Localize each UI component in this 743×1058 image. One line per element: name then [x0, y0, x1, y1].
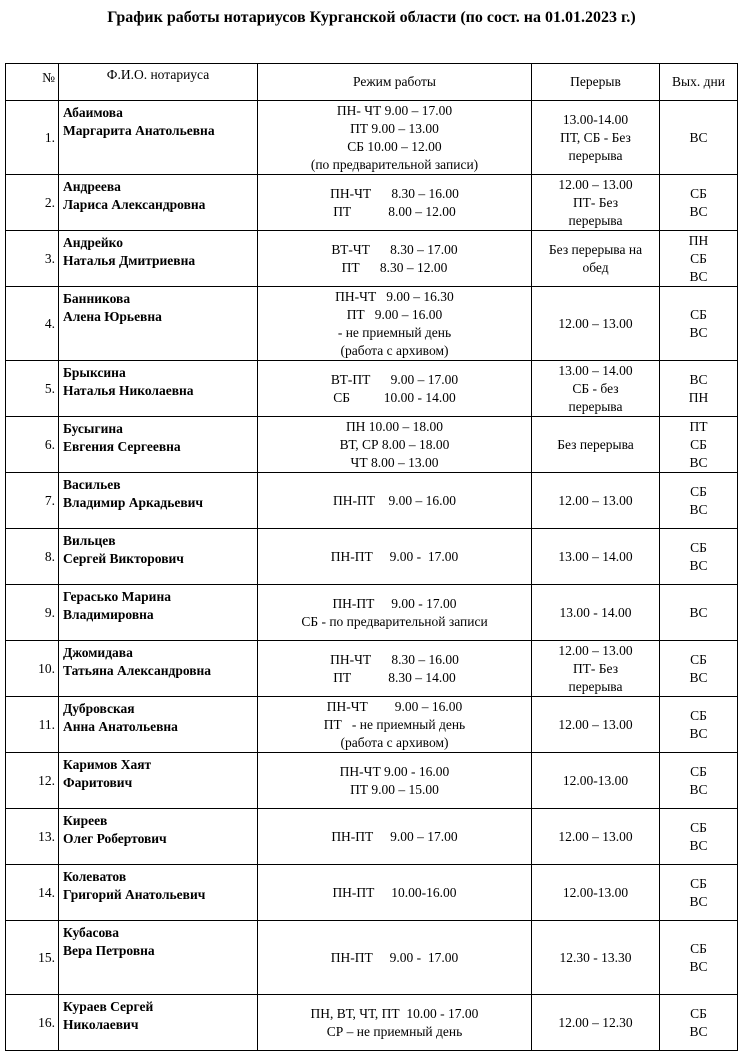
cell-days-off-line: ВС	[689, 669, 708, 685]
header-num: №	[6, 64, 59, 101]
cell-mode-line: ПН, ВТ, ЧТ, ПТ 10.00 - 17.00	[310, 1005, 479, 1021]
cell-name-line: Григорий Анатольевич	[63, 887, 206, 902]
cell-days-off-line: ВС	[689, 958, 708, 974]
cell-mode-line: ПН-ЧТ 9.00 – 16.30	[335, 288, 454, 304]
cell-mode-line: ПТ 9.00 – 13.00	[350, 120, 439, 136]
cell-name	[59, 361, 258, 417]
cell-break-line: 13.00 – 14.00	[558, 362, 633, 378]
cell-days-off	[660, 641, 738, 697]
cell-days-off-line: ВС	[689, 837, 708, 853]
cell-name	[59, 231, 258, 287]
cell-days-off-line: ВС	[689, 604, 708, 620]
cell-break-line: Без перерыва на	[548, 241, 643, 257]
cell-break	[532, 753, 660, 809]
cell-num: 7.	[6, 473, 59, 529]
header-break: Перерыв	[532, 64, 660, 101]
cell-name-line: Брыксина	[63, 365, 126, 380]
cell-mode-line: ПН-ПТ 9.00 - 17.00	[330, 949, 459, 965]
cell-name	[59, 809, 258, 865]
cell-name-line: Наталья Дмитриевна	[63, 253, 196, 268]
cell-name-line: Киреев	[63, 813, 108, 828]
cell-mode	[258, 921, 532, 995]
cell-days-off-line: СБ	[690, 940, 707, 956]
cell-mode	[258, 287, 532, 361]
cell-days-off-line: ВС	[689, 781, 708, 797]
cell-days-off	[660, 231, 738, 287]
cell-name	[59, 995, 258, 1051]
cell-days-off	[660, 361, 738, 417]
cell-num: 1.	[6, 101, 59, 175]
table-row	[6, 231, 738, 287]
cell-mode	[258, 809, 532, 865]
table-row	[6, 809, 738, 865]
cell-break-line: Без перерыва	[557, 436, 634, 452]
cell-mode	[258, 101, 532, 175]
cell-days-off	[660, 585, 738, 641]
cell-mode	[258, 995, 532, 1051]
cell-name-line: Татьяна Александровна	[63, 663, 212, 678]
cell-break-line: 12.00 – 13.00	[558, 642, 633, 658]
cell-mode-line: (по предварительной записи)	[310, 156, 479, 172]
cell-days-off-line: ВС	[689, 129, 708, 145]
cell-mode-line: СБ 10.00 – 12.00	[347, 138, 442, 154]
cell-break	[532, 809, 660, 865]
cell-name	[59, 641, 258, 697]
cell-mode	[258, 529, 532, 585]
table-row	[6, 865, 738, 921]
cell-name-line: Вильцев	[63, 533, 116, 548]
table-row	[6, 175, 738, 231]
cell-break	[532, 697, 660, 753]
cell-name-line: Бусыгина	[63, 421, 123, 436]
cell-num: 8.	[6, 529, 59, 585]
cell-days-off	[660, 753, 738, 809]
cell-days-off	[660, 921, 738, 995]
cell-mode-line: ПН- ЧТ 9.00 – 17.00	[336, 102, 453, 118]
cell-name	[59, 697, 258, 753]
cell-days-off-line: СБ	[690, 483, 707, 499]
cell-break-line: СБ - без	[572, 380, 619, 396]
cell-num: 13.	[6, 809, 59, 865]
cell-break	[532, 921, 660, 995]
cell-break-line: 12.00-13.00	[562, 884, 629, 900]
cell-break-line: ПТ- Без	[572, 194, 619, 210]
cell-days-off-line: ПН	[688, 389, 709, 405]
cell-days-off-line: СБ	[690, 819, 707, 835]
cell-days-off-line: ВС	[689, 557, 708, 573]
cell-break-line: 12.00 – 13.00	[558, 315, 633, 331]
cell-break-line: ПТ, СБ - Без	[560, 129, 631, 145]
cell-mode-line: ПТ 9.00 – 16.00	[346, 306, 443, 322]
cell-break	[532, 231, 660, 287]
cell-name-line: Фаритович	[63, 775, 133, 790]
cell-days-off-line: СБ	[690, 436, 707, 452]
cell-num: 3.	[6, 231, 59, 287]
cell-days-off-line: ВС	[689, 725, 708, 741]
cell-break-line: 13.00 - 14.00	[559, 604, 632, 620]
table-row	[6, 101, 738, 175]
cell-mode	[258, 175, 532, 231]
cell-days-off-line: ВС	[689, 371, 708, 387]
cell-mode-line: СБ - по предварительной записи	[301, 613, 488, 629]
cell-name-line: Наталья Николаевна	[63, 383, 194, 398]
table-row	[6, 697, 738, 753]
cell-mode-line: (работа с архивом)	[340, 342, 449, 358]
cell-days-off	[660, 529, 738, 585]
cell-mode-line: ВТ-ЧТ 8.30 – 17.00	[331, 241, 458, 257]
cell-days-off-line: СБ	[690, 651, 707, 667]
cell-break-line: 13.00-14.00	[562, 111, 629, 127]
cell-mode-line: ПН-ПТ 10.00-16.00	[332, 884, 457, 900]
cell-break-line: 13.00 – 14.00	[558, 548, 633, 564]
cell-days-off-line: ВС	[689, 203, 708, 219]
header-days-off: Вых. дни	[660, 64, 738, 101]
cell-mode-line: ПН-ЧТ 9.00 – 16.00	[326, 698, 463, 714]
cell-days-off-line: СБ	[690, 707, 707, 723]
cell-mode	[258, 641, 532, 697]
table-header-row	[6, 64, 738, 101]
cell-break	[532, 585, 660, 641]
cell-break	[532, 101, 660, 175]
cell-num: 14.	[6, 865, 59, 921]
cell-num: 4.	[6, 287, 59, 361]
cell-mode-line: ПТ 8.30 – 12.00	[341, 259, 448, 275]
table-row	[6, 995, 738, 1051]
cell-name	[59, 529, 258, 585]
cell-name-line: Алена Юрьевна	[63, 309, 162, 324]
cell-name	[59, 101, 258, 175]
cell-mode-line: - не приемный день	[337, 324, 452, 340]
cell-name-line: Дубровская	[63, 701, 135, 716]
cell-name-line: Колеватов	[63, 869, 127, 884]
cell-name-line: Андрейко	[63, 235, 123, 250]
cell-break-line: перерыва	[568, 678, 623, 694]
cell-break	[532, 361, 660, 417]
cell-mode-line: ПН-ПТ 9.00 – 16.00	[333, 492, 456, 508]
cell-days-off-line: СБ	[690, 763, 707, 779]
cell-mode	[258, 361, 532, 417]
cell-mode-line: ПТ 8.30 – 14.00	[333, 669, 456, 685]
cell-break-line: 12.00-13.00	[562, 772, 629, 788]
cell-mode	[258, 697, 532, 753]
cell-name	[59, 585, 258, 641]
cell-break	[532, 175, 660, 231]
cell-days-off-line: ПН	[688, 232, 709, 248]
cell-days-off	[660, 473, 738, 529]
cell-name-line: Андреева	[63, 179, 121, 194]
cell-name-line: Кураев Сергей	[63, 999, 154, 1014]
cell-mode	[258, 473, 532, 529]
cell-mode	[258, 417, 532, 473]
cell-name-line: Маргарита Анатольевна	[63, 123, 215, 138]
cell-break	[532, 641, 660, 697]
cell-num: 6.	[6, 417, 59, 473]
cell-mode-line: ПН-ПТ 9.00 – 17.00	[331, 828, 458, 844]
cell-mode-line: ПН 10.00 – 18.00	[345, 418, 444, 434]
cell-break-line: обед	[582, 259, 609, 275]
cell-days-off-line: ВС	[689, 454, 708, 470]
cell-mode-line: ПТ - не приемный день	[323, 716, 466, 732]
cell-break	[532, 287, 660, 361]
cell-days-off-line: СБ	[690, 1005, 707, 1021]
cell-mode	[258, 865, 532, 921]
header-name: Ф.И.О. нотариуса	[59, 64, 258, 101]
cell-name	[59, 865, 258, 921]
cell-name-line: Вера Петровна	[63, 943, 155, 958]
cell-name	[59, 921, 258, 995]
cell-name-line: Владимировна	[63, 607, 154, 622]
cell-mode-line: СР – не приемный день	[326, 1023, 463, 1039]
table-row	[6, 921, 738, 995]
cell-mode	[258, 231, 532, 287]
cell-name-line: Банникова	[63, 291, 131, 306]
cell-break-line: перерыва	[568, 147, 623, 163]
cell-break	[532, 417, 660, 473]
cell-name-line: Каримов Хаят	[63, 757, 152, 772]
table-row	[6, 361, 738, 417]
cell-days-off	[660, 287, 738, 361]
cell-mode-line: ВТ-ПТ 9.00 – 17.00	[330, 371, 459, 387]
cell-num: 12.	[6, 753, 59, 809]
cell-days-off	[660, 101, 738, 175]
notary-schedule-table	[5, 63, 738, 1051]
cell-name-line: Евгения Сергеевна	[63, 439, 181, 454]
cell-mode-line: ПТ 9.00 – 15.00	[350, 781, 439, 797]
cell-num: 9.	[6, 585, 59, 641]
cell-name	[59, 287, 258, 361]
cell-days-off-line: ВС	[689, 893, 708, 909]
cell-name	[59, 417, 258, 473]
cell-num: 16.	[6, 995, 59, 1051]
cell-mode-line: СБ 10.00 - 14.00	[333, 389, 456, 405]
cell-num: 2.	[6, 175, 59, 231]
cell-break-line: перерыва	[568, 212, 623, 228]
cell-name-line: Кубасова	[63, 925, 119, 940]
cell-break-line: 12.00 – 13.00	[558, 176, 633, 192]
cell-days-off-line: СБ	[690, 306, 707, 322]
table-row	[6, 753, 738, 809]
cell-break-line: перерыва	[568, 398, 623, 414]
table-row	[6, 473, 738, 529]
cell-days-off	[660, 865, 738, 921]
cell-name-line: Васильев	[63, 477, 121, 492]
cell-break	[532, 865, 660, 921]
cell-name-line: Николаевич	[63, 1017, 139, 1032]
cell-break	[532, 473, 660, 529]
cell-name-line: Сергей Викторович	[63, 551, 184, 566]
cell-num: 11.	[6, 697, 59, 753]
cell-days-off-line: СБ	[690, 875, 707, 891]
cell-name-line: Олег Робертович	[63, 831, 167, 846]
table-row	[6, 287, 738, 361]
cell-days-off-line: ВС	[689, 1023, 708, 1039]
cell-mode	[258, 753, 532, 809]
cell-name-line: Владимир Аркадьевич	[63, 495, 204, 510]
cell-mode-line: ПТ 8.00 – 12.00	[333, 203, 456, 219]
cell-days-off-line: СБ	[690, 185, 707, 201]
cell-break-line: ПТ- Без	[572, 660, 619, 676]
cell-mode-line: ПН-ЧТ 8.30 – 16.00	[330, 185, 459, 201]
cell-break	[532, 529, 660, 585]
cell-mode-line: ПН-ПТ 9.00 - 17.00	[330, 548, 459, 564]
cell-mode	[258, 585, 532, 641]
table-row	[6, 641, 738, 697]
cell-days-off-line: ВС	[689, 268, 708, 284]
cell-days-off-line: ВС	[689, 324, 708, 340]
cell-days-off-line: ВС	[689, 501, 708, 517]
cell-break-line: 12.00 – 13.00	[558, 492, 633, 508]
cell-name	[59, 473, 258, 529]
cell-days-off-line: СБ	[690, 539, 707, 555]
cell-days-off	[660, 995, 738, 1051]
cell-break-line: 12.00 – 12.30	[558, 1014, 633, 1030]
cell-mode-line: ПН-ПТ 9.00 - 17.00	[332, 595, 457, 611]
cell-num: 15.	[6, 921, 59, 995]
cell-name-line: Анна Анатольевна	[63, 719, 178, 734]
page-title: График работы нотариусов Курганской области (по сост. на 01.01.2023 г.)	[107, 9, 636, 26]
cell-mode-line: ПН-ЧТ 8.30 – 16.00	[330, 651, 459, 667]
cell-days-off	[660, 175, 738, 231]
cell-mode-line: ВТ, СР 8.00 – 18.00	[339, 436, 450, 452]
table-row	[6, 585, 738, 641]
cell-break-line: 12.30 - 13.30	[559, 949, 632, 965]
header-mode: Режим работы	[258, 64, 532, 101]
cell-name-line: Герасько Марина	[63, 589, 171, 604]
cell-days-off-line: ПТ	[689, 418, 708, 434]
cell-mode-line: (работа с архивом)	[340, 734, 449, 750]
cell-break	[532, 995, 660, 1051]
cell-break-line: 12.00 – 13.00	[558, 828, 633, 844]
cell-num: 10.	[6, 641, 59, 697]
table-row	[6, 529, 738, 585]
cell-name	[59, 175, 258, 231]
cell-name	[59, 753, 258, 809]
cell-days-off	[660, 809, 738, 865]
cell-name-line: Лариса Александровна	[63, 197, 206, 212]
cell-days-off	[660, 697, 738, 753]
table-row	[6, 417, 738, 473]
cell-days-off-line: СБ	[690, 250, 707, 266]
cell-num: 5.	[6, 361, 59, 417]
cell-name-line: Абаимова	[63, 105, 123, 120]
cell-break-line: 12.00 – 13.00	[558, 716, 633, 732]
cell-mode-line: ПН-ЧТ 9.00 - 16.00	[339, 763, 450, 779]
cell-name-line: Джомидава	[63, 645, 133, 660]
cell-days-off	[660, 417, 738, 473]
cell-mode-line: ЧТ 8.00 – 13.00	[350, 454, 439, 470]
